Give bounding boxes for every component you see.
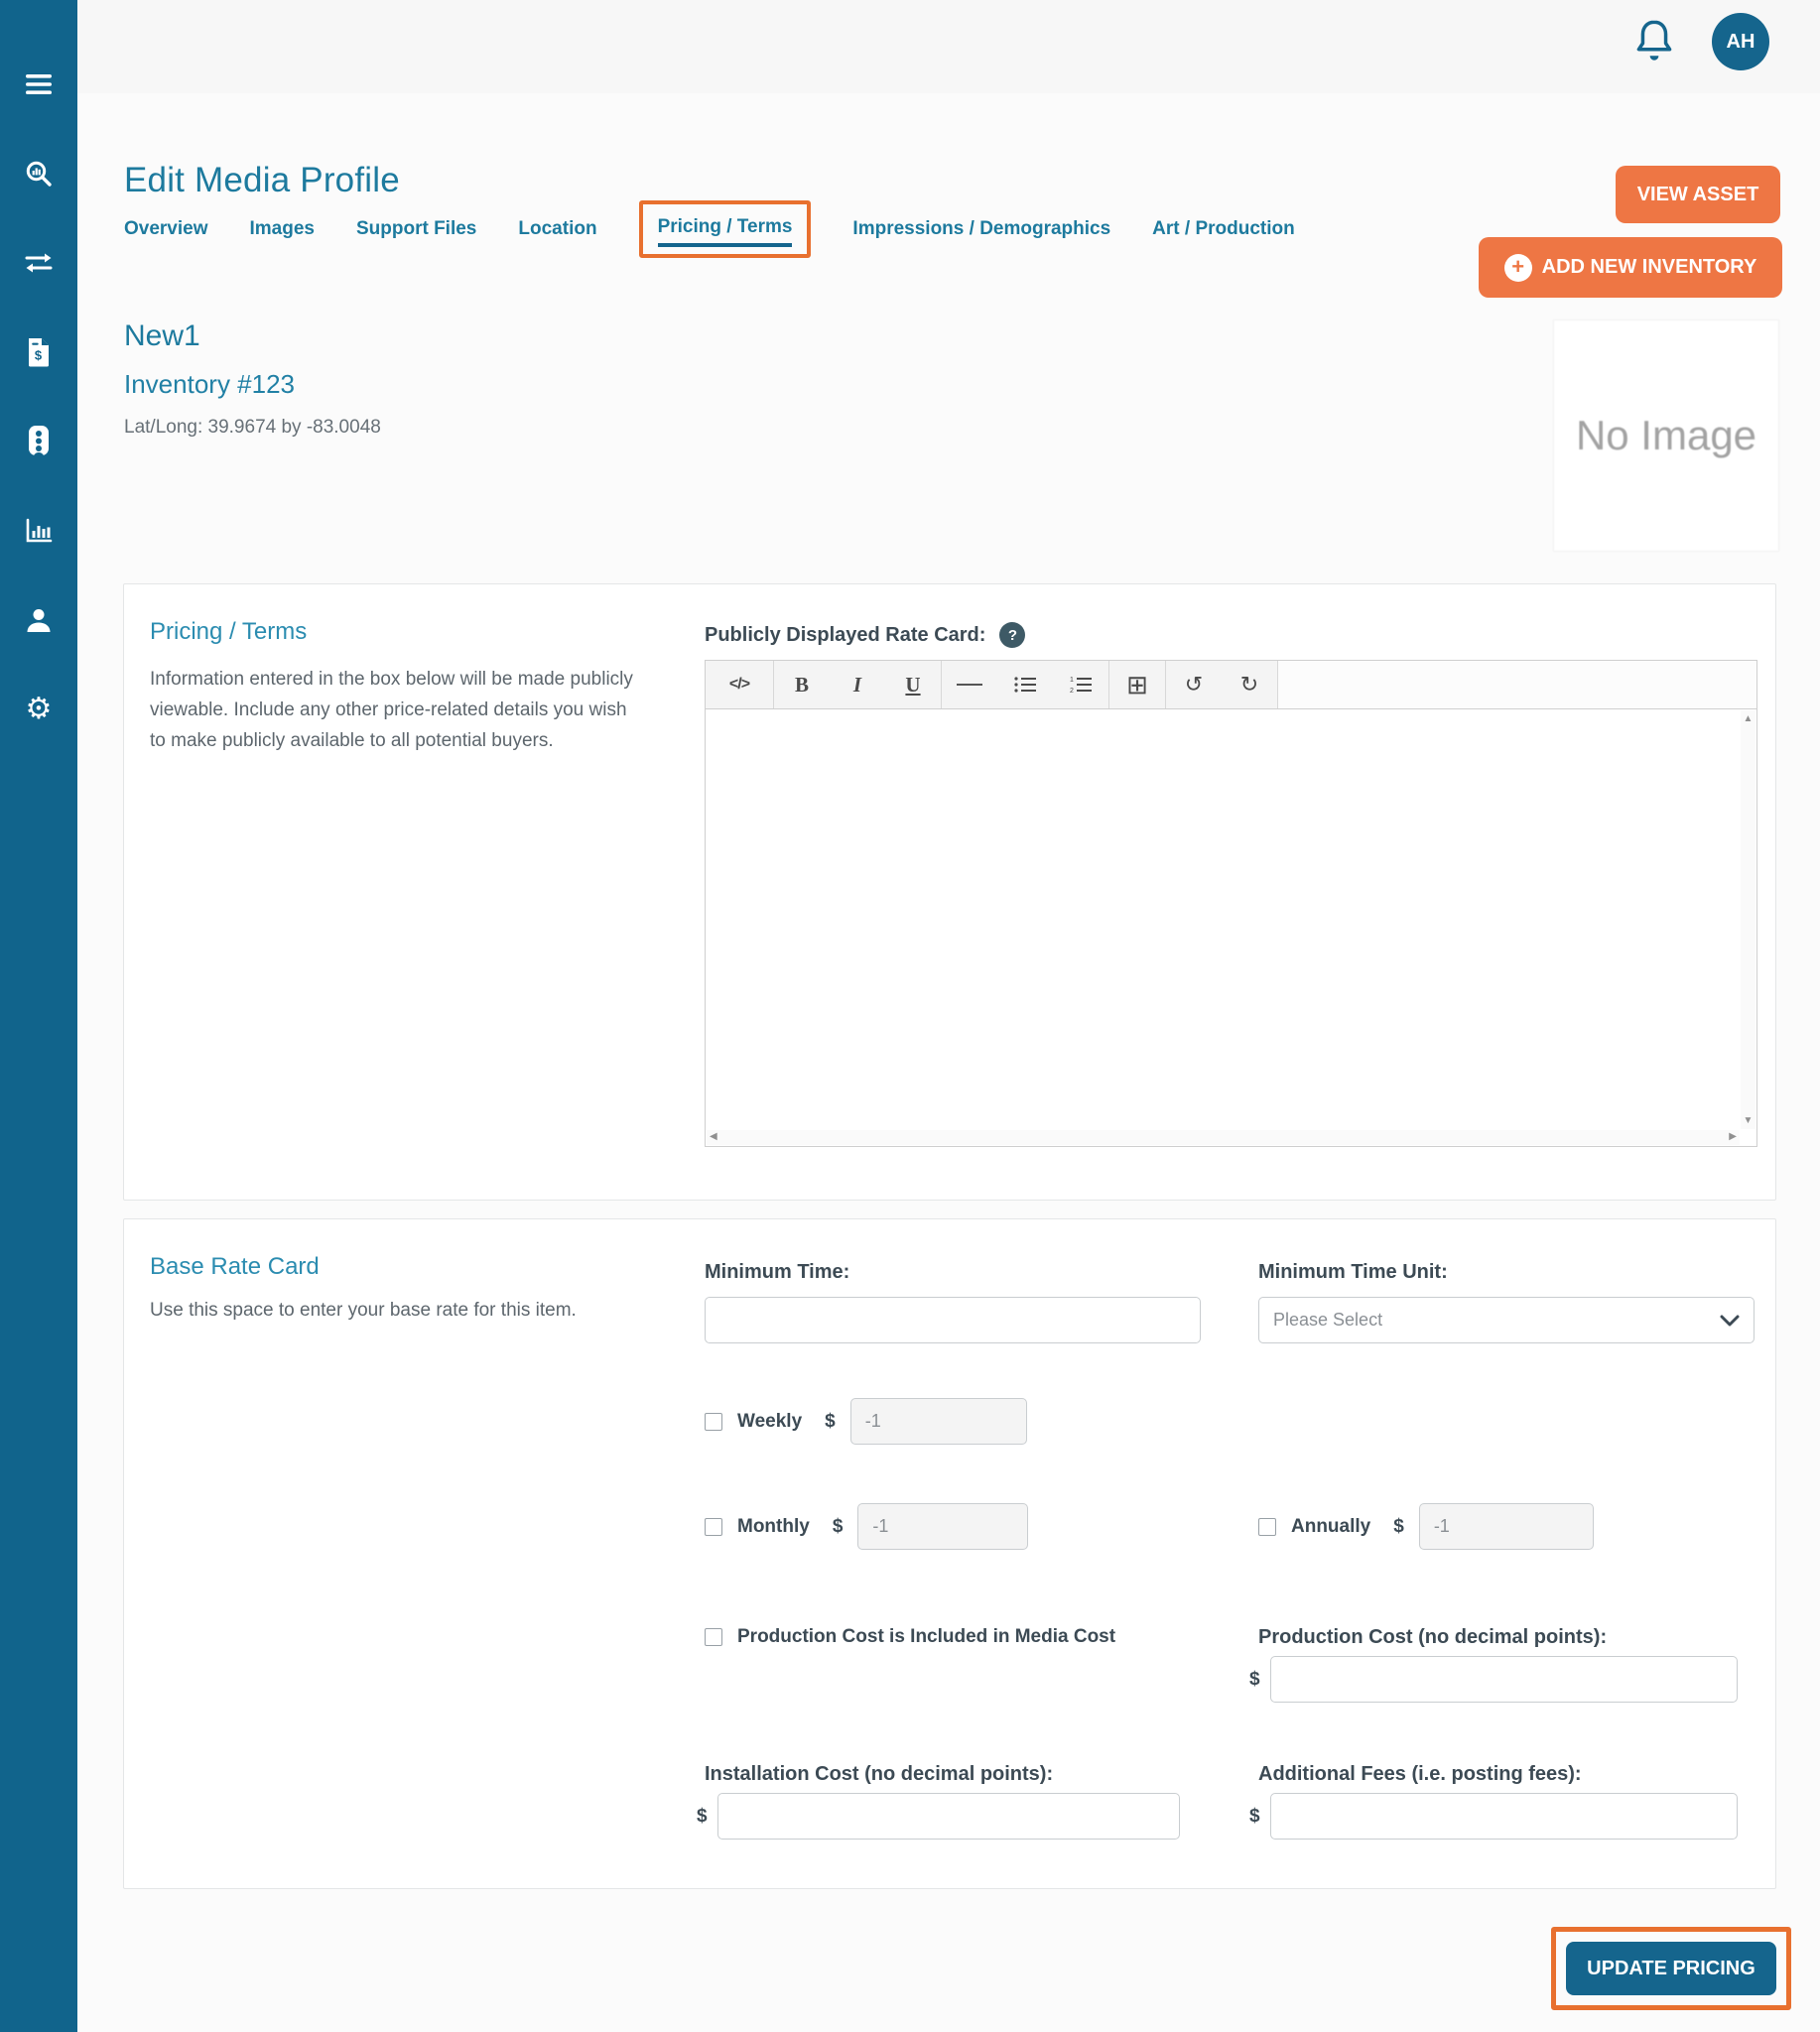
- production-included-checkbox[interactable]: [705, 1628, 722, 1646]
- monthly-rate-input[interactable]: [857, 1503, 1028, 1550]
- svg-text:2: 2: [1070, 688, 1074, 695]
- annually-label: Annually: [1291, 1515, 1371, 1537]
- tab-impressions-demographics[interactable]: Impressions / Demographics: [852, 218, 1111, 239]
- installation-cost-input[interactable]: [717, 1793, 1180, 1840]
- annually-rate-row: [1258, 1503, 1594, 1550]
- pricing-terms-card: [123, 583, 1776, 1201]
- sidebar: [0, 0, 77, 2032]
- annually-checkbox[interactable]: [1258, 1518, 1276, 1536]
- minimum-time-unit-label: Minimum Time Unit:: [1258, 1261, 1448, 1283]
- base-rate-description: Use this space to enter your base rate for this item.: [150, 1300, 577, 1321]
- rate-card-editor[interactable]: [705, 709, 1757, 1147]
- update-pricing-highlight: [1551, 1927, 1791, 2010]
- ordered-list-icon[interactable]: [1053, 661, 1108, 708]
- installation-cost-label: Installation Cost (no decimal points):: [705, 1763, 1054, 1785]
- additional-fees-row: [1249, 1793, 1738, 1840]
- invoice-icon[interactable]: [19, 333, 59, 371]
- minimum-time-label: Minimum Time:: [705, 1261, 850, 1283]
- base-rate-heading: Base Rate Card: [150, 1253, 320, 1280]
- plus-icon: +: [1504, 254, 1532, 282]
- weekly-rate-input[interactable]: [850, 1398, 1027, 1445]
- production-cost-input[interactable]: [1270, 1656, 1738, 1703]
- settings-icon[interactable]: [19, 691, 59, 728]
- hr-line-shape: [957, 684, 982, 686]
- menu-icon[interactable]: [19, 65, 59, 103]
- base-rate-card: [123, 1218, 1776, 1889]
- toolbar-filler: [1278, 661, 1756, 708]
- scroll-right-icon[interactable]: ▶: [1729, 1131, 1737, 1142]
- toolbar-group-table: [1109, 661, 1166, 708]
- bold-icon[interactable]: B: [794, 672, 809, 697]
- monthly-rate-row: [705, 1503, 1028, 1550]
- scroll-left-icon[interactable]: ◀: [710, 1131, 717, 1142]
- toolbar-group-blocks: [942, 661, 1109, 708]
- page-title: Edit Media Profile: [124, 161, 400, 199]
- installation-cost-currency: $: [697, 1805, 708, 1827]
- user-avatar[interactable]: AH: [1712, 13, 1769, 70]
- rate-card-editor-wrap: [705, 660, 1757, 1147]
- tab-location[interactable]: Location: [518, 218, 597, 239]
- weekly-rate-row: [705, 1398, 1027, 1445]
- help-icon[interactable]: ?: [999, 622, 1025, 648]
- production-cost-label: Production Cost (no decimal points):: [1258, 1626, 1608, 1648]
- chevron-down-icon: [1720, 1315, 1740, 1327]
- toolbar-group-format: [774, 661, 942, 708]
- add-new-inventory-label: ADD NEW INVENTORY: [1541, 256, 1757, 278]
- add-new-inventory-button[interactable]: [1479, 237, 1782, 298]
- editor-horizontal-scrollbar[interactable]: [707, 1130, 1740, 1145]
- production-cost-currency: $: [1249, 1668, 1260, 1690]
- tab-art-production[interactable]: Art / Production: [1152, 218, 1295, 239]
- editor-vertical-scrollbar[interactable]: [1741, 710, 1755, 1129]
- scroll-down-icon[interactable]: ▼: [1743, 1115, 1754, 1126]
- asset-name: New1: [124, 319, 200, 352]
- tab-bar: [124, 194, 1295, 264]
- update-pricing-button[interactable]: UPDATE PRICING: [1566, 1942, 1776, 1995]
- additional-fees-input[interactable]: [1270, 1793, 1738, 1840]
- monthly-label: Monthly: [737, 1515, 810, 1537]
- search-analytics-icon[interactable]: [19, 155, 59, 192]
- rate-card-label-row: [705, 622, 1025, 648]
- toolbar-group-history: [1166, 661, 1278, 708]
- code-view-icon[interactable]: </>: [728, 676, 750, 693]
- production-included-label: Production Cost is Included in Media Cost: [737, 1626, 1116, 1647]
- unordered-list-icon[interactable]: [997, 661, 1053, 708]
- weekly-label: Weekly: [737, 1410, 803, 1432]
- pricing-terms-heading: Pricing / Terms: [150, 618, 308, 645]
- minimum-time-unit-value: Please Select: [1273, 1310, 1383, 1330]
- tab-pricing-terms-label: Pricing / Terms: [657, 216, 793, 237]
- view-asset-button[interactable]: VIEW ASSET: [1616, 166, 1780, 223]
- production-included-row: [705, 1626, 1115, 1648]
- asset-latlong: Lat/Long: 39.9674 by -83.0048: [124, 417, 381, 438]
- installation-cost-row: [697, 1793, 1180, 1840]
- weekly-currency: $: [825, 1410, 836, 1432]
- additional-fees-currency: $: [1249, 1805, 1260, 1827]
- annually-currency: $: [1393, 1515, 1404, 1537]
- rate-card-label: Publicly Displayed Rate Card:: [705, 623, 986, 646]
- production-cost-row: [1249, 1656, 1738, 1703]
- no-image-placeholder: No Image: [1553, 319, 1779, 552]
- reports-icon[interactable]: [19, 512, 59, 550]
- inventory-icon[interactable]: [19, 423, 59, 460]
- svg-text:$: $: [34, 347, 43, 363]
- account-icon[interactable]: [19, 601, 59, 639]
- redo-icon[interactable]: ↻: [1239, 672, 1259, 697]
- tab-pricing-terms[interactable]: [639, 200, 812, 258]
- underline-icon[interactable]: U: [905, 672, 921, 697]
- undo-icon[interactable]: ↺: [1184, 672, 1204, 697]
- svg-text:1: 1: [1070, 677, 1074, 684]
- minimum-time-input[interactable]: [705, 1297, 1201, 1343]
- tab-images[interactable]: Images: [249, 218, 315, 239]
- monthly-currency: $: [832, 1515, 844, 1537]
- gear-glyph: ⚙: [25, 693, 53, 725]
- pricing-terms-description: Information entered in the box below will be made publicly viewable. Include any other price-related details you wish to make publicly available to all potential buyers.: [150, 669, 633, 751]
- italic-icon[interactable]: I: [852, 672, 862, 697]
- tab-support-files[interactable]: Support Files: [355, 218, 477, 239]
- weekly-checkbox[interactable]: [705, 1413, 722, 1431]
- transfers-icon[interactable]: [19, 244, 59, 282]
- editor-toolbar: [705, 660, 1757, 709]
- insert-table-icon[interactable]: ⊞: [1126, 669, 1148, 699]
- active-tab-underline: [658, 243, 793, 247]
- annually-rate-input[interactable]: [1419, 1503, 1594, 1550]
- toolbar-group-code: [706, 661, 774, 708]
- main-content: [77, 0, 1820, 2032]
- asset-inventory-number: Inventory #123: [124, 369, 296, 399]
- monthly-checkbox[interactable]: [705, 1518, 722, 1536]
- scroll-up-icon[interactable]: ▲: [1743, 713, 1754, 724]
- minimum-time-unit-select[interactable]: [1258, 1297, 1755, 1343]
- tab-overview[interactable]: Overview: [124, 218, 208, 239]
- horizontal-rule-icon[interactable]: [942, 661, 997, 708]
- additional-fees-label: Additional Fees (i.e. posting fees):: [1258, 1763, 1582, 1785]
